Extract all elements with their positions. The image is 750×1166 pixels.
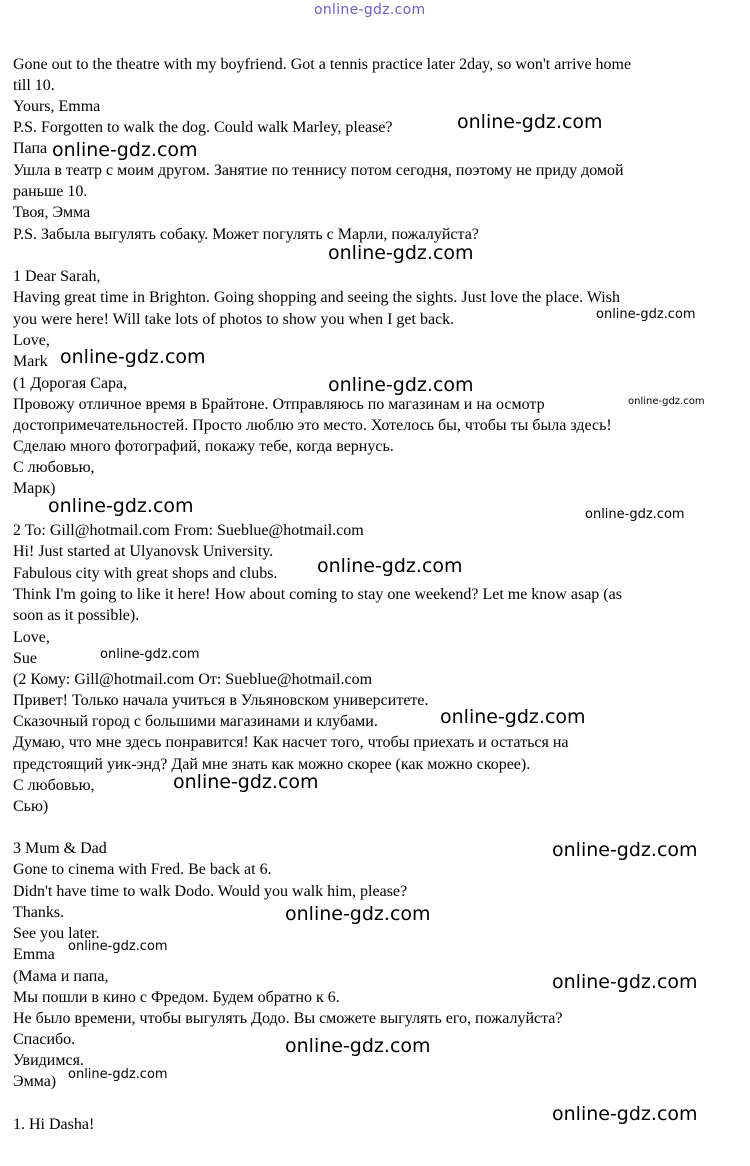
text-line: Love, xyxy=(13,629,50,646)
text-line: Ушла в театр с моим другом. Занятие по теннису потом сегодня, поэтому не приду домой xyxy=(13,162,624,179)
watermark: online-gdz.com xyxy=(328,242,474,264)
watermark: online-gdz.com xyxy=(440,706,586,728)
text-line: 1 Dear Sarah, xyxy=(13,268,101,285)
text-line: Emma xyxy=(13,946,55,963)
text-line: Провожу отличное время в Брайтоне. Отправляюсь по магазинам и на осмотр xyxy=(13,396,545,413)
text-line: P.S. Forgotten to walk the dog. Could walk Marley, please? xyxy=(13,119,393,136)
text-line: you were here! Will take lots of photos to show you when I get back. xyxy=(13,311,455,328)
text-line: soon as it possible). xyxy=(13,607,140,624)
text-line: Yours, Emma xyxy=(13,98,101,115)
text-line: С любовью, xyxy=(13,777,95,794)
text-line: (2 Кому: Gill@hotmail.com От: Sueblue@hotmail.com xyxy=(13,671,373,688)
watermark: online-gdz.com xyxy=(552,1103,698,1125)
text-line: Gone out to the theatre with my boyfriend. Got a tennis practice later 2day, so won't arrive home xyxy=(13,56,632,73)
text-line: Fabulous city with great shops and clubs. xyxy=(13,565,278,582)
text-line: Сью) xyxy=(13,798,49,815)
watermark: online-gdz.com xyxy=(48,495,194,517)
top-watermark: online-gdz.com xyxy=(314,2,426,18)
text-line: Не было времени, чтобы выгулять Додо. Вы сможете выгулять его, пожалуйста? xyxy=(13,1010,563,1027)
text-line: Gone to cinema with Fred. Be back at 6. xyxy=(13,861,272,878)
text-line: Думаю, что мне здесь понравится! Как насчет того, чтобы приехать и остаться на xyxy=(13,734,569,751)
text-line: 1. Hi Dasha! xyxy=(13,1116,95,1133)
text-line: 3 Mum & Dad xyxy=(13,840,107,857)
watermark: online-gdz.com xyxy=(60,346,206,368)
text-line: Эмма) xyxy=(13,1073,57,1090)
text-line: till 10. xyxy=(13,77,55,94)
text-line: Привет! Только начала учиться в Ульяновском университете. xyxy=(13,692,429,709)
watermark: online-gdz.com xyxy=(585,507,685,522)
text-line: P.S. Забыла выгулять собаку. Может погулять с Марли, пожалуйста? xyxy=(13,226,479,243)
text-line: Didn't have time to walk Dodo. Would you walk him, please? xyxy=(13,883,408,900)
text-line: Think I'm going to like it here! How about coming to stay one weekend? Let me know asap (as xyxy=(13,586,622,603)
text-line: С любовью, xyxy=(13,459,95,476)
text-line: Мы пошли в кино с Фредом. Будем обратно к 6. xyxy=(13,989,340,1006)
watermark: online-gdz.com xyxy=(100,647,200,662)
text-line: раньше 10. xyxy=(13,183,88,200)
text-line: достопримечательностей. Просто люблю это место. Хотелось бы, чтобы ты была здесь! xyxy=(13,417,612,434)
watermark: online-gdz.com xyxy=(457,111,603,133)
watermark: online-gdz.com xyxy=(68,939,168,954)
watermark: online-gdz.com xyxy=(596,307,696,322)
text-line: Папа xyxy=(13,140,48,157)
text-line: Love, xyxy=(13,332,50,349)
text-line: See you later. xyxy=(13,925,100,942)
text-line: Sue xyxy=(13,650,37,667)
text-line: (Мама и папа, xyxy=(13,968,109,985)
text-line: Сказочный город с большими магазинами и клубами. xyxy=(13,713,378,730)
text-line: Марк) xyxy=(13,480,56,497)
text-line: (1 Дорогая Сара, xyxy=(13,375,128,392)
text-line: Увидимся. xyxy=(13,1052,84,1069)
watermark: online-gdz.com xyxy=(317,555,463,577)
text-line: Mark xyxy=(13,353,48,370)
watermark: online-gdz.com xyxy=(68,1067,168,1082)
text-line: Спасибо. xyxy=(13,1031,76,1048)
text-line: Having great time in Brighton. Going shopping and seeing the sights. Just love the place. Wish xyxy=(13,289,620,306)
text-line: Hi! Just started at Ulyanovsk University. xyxy=(13,543,274,560)
watermark: online-gdz.com xyxy=(52,139,198,161)
text-line: 2 To: Gill@hotmail.com From: Sueblue@hotmail.com xyxy=(13,522,364,539)
text-line: Thanks. xyxy=(13,904,65,921)
watermark: online-gdz.com xyxy=(628,396,705,407)
watermark: online-gdz.com xyxy=(552,839,698,861)
watermark: online-gdz.com xyxy=(285,903,431,925)
watermark: online-gdz.com xyxy=(552,971,698,993)
text-line: Сделаю много фотографий, покажу тебе, когда вернусь. xyxy=(13,438,394,455)
watermark: online-gdz.com xyxy=(173,771,319,793)
watermark: online-gdz.com xyxy=(285,1035,431,1057)
text-line: предстоящий уик-энд? Дай мне знать как можно скорее (как можно скорее). xyxy=(13,756,531,773)
text-line: Твоя, Эмма xyxy=(13,204,91,221)
watermark: online-gdz.com xyxy=(328,374,474,396)
